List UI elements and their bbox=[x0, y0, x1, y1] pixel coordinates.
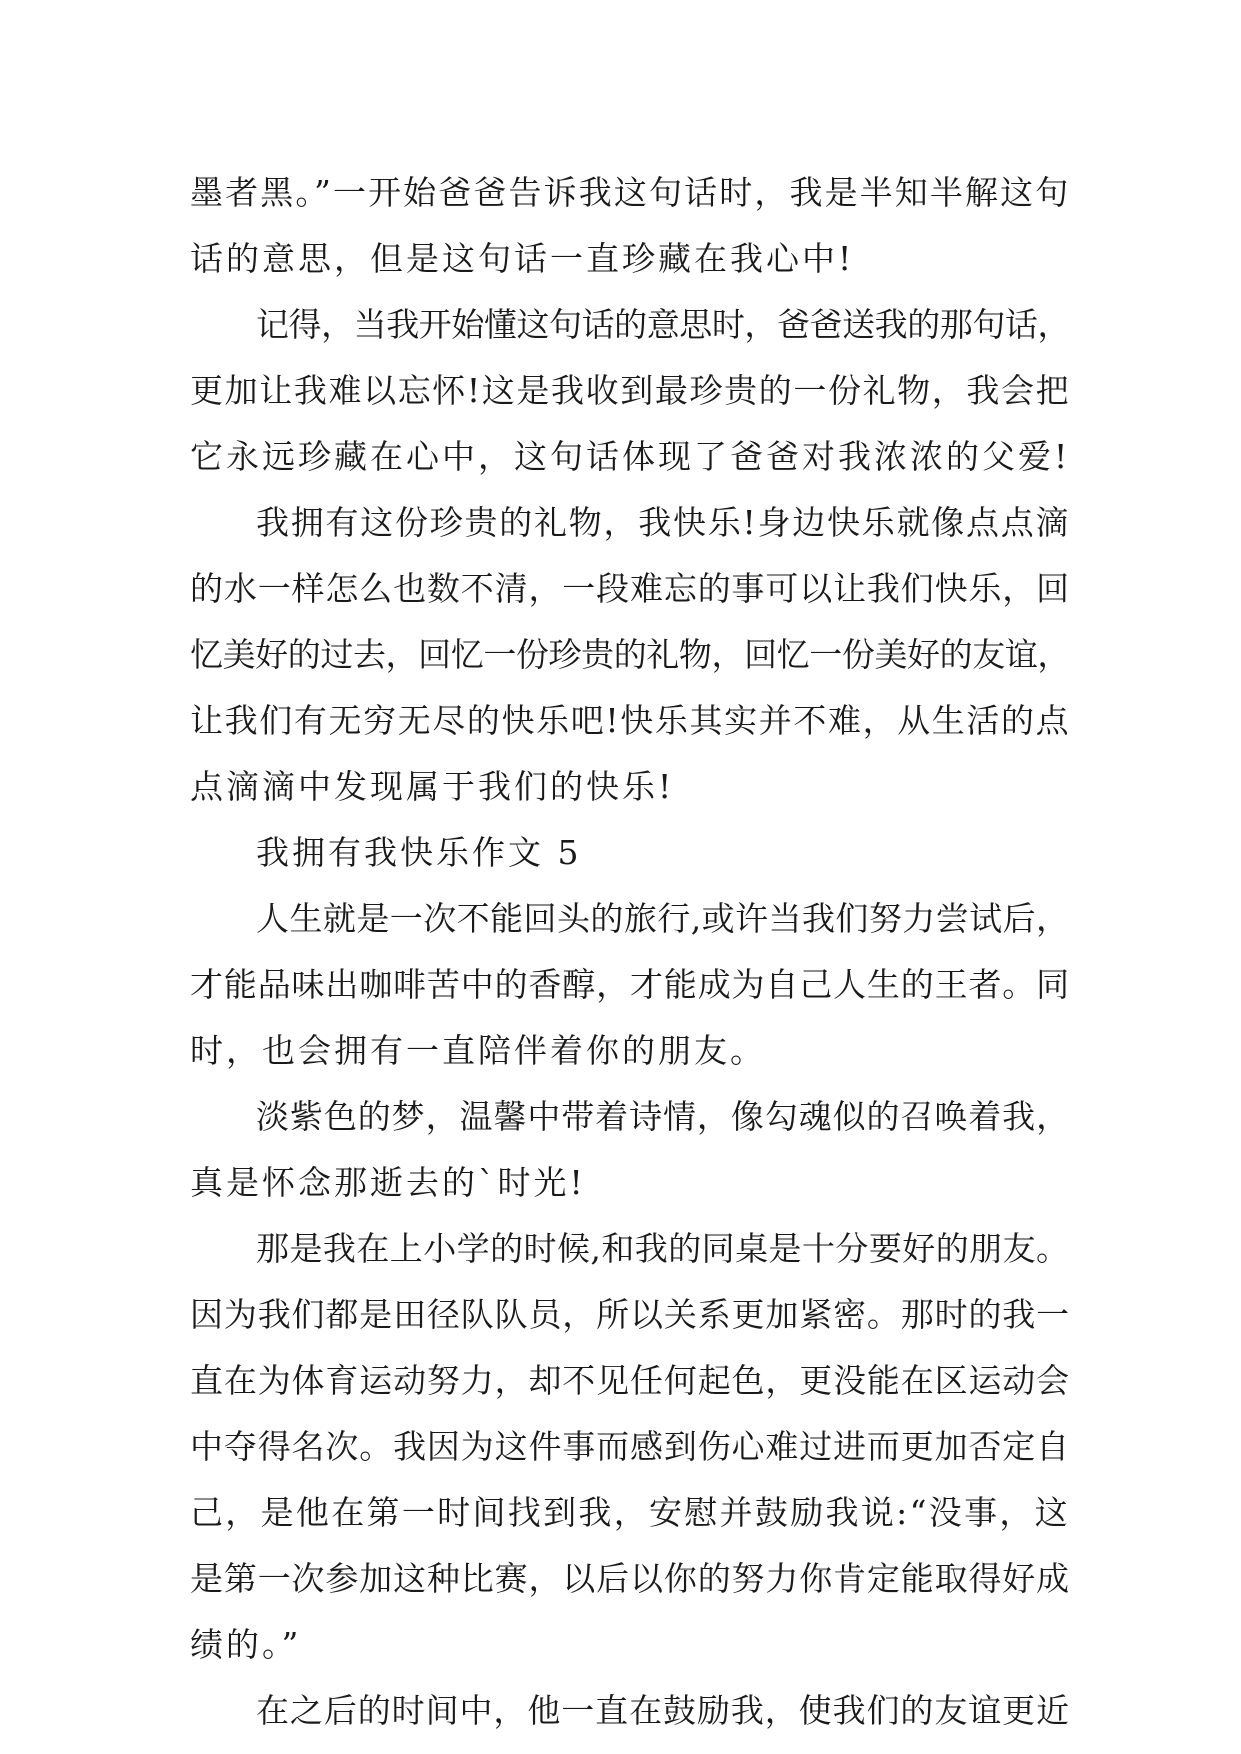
text-line: 时，也会拥有一直陪伴着你的朋友。 bbox=[190, 1031, 766, 1070]
paragraph-start-line: 那是我在上小学的时候,和我的同桌是十分要好的朋友。 bbox=[256, 1229, 1070, 1268]
paragraph-start-line: 我拥有这份珍贵的礼物，我快乐!身边快乐就像点点滴 bbox=[256, 503, 1071, 542]
text-line: 话的意思，但是这句话一直珍藏在我心中! bbox=[190, 239, 855, 278]
text-line: 己，是他在第一时间找到我，安慰并鼓励我说:“没事，这 bbox=[190, 1493, 1070, 1532]
text-line: 才能品味出咖啡苦中的香醇，才能成为自己人生的王者。同 bbox=[190, 965, 1070, 1004]
text-line: 的水一样怎么也数不清，一段难忘的事可以让我们快乐，回 bbox=[190, 569, 1070, 608]
text-line: 中夺得名次。我因为这件事而感到伤心难过进而更加否定自 bbox=[190, 1427, 1070, 1466]
text-line: 直在为体育运动努力，却不见任何起色，更没能在区运动会 bbox=[190, 1361, 1070, 1400]
paragraph-start-line: 在之后的时间中，他一直在鼓励我，使我们的友谊更近 bbox=[256, 1691, 1070, 1730]
paragraph-start-line: 记得，当我开始懂这句话的意思时，爸爸送我的那句话， bbox=[256, 305, 1071, 344]
text-line: 让我们有无穷无尽的快乐吧!快乐其实并不难，从生活的点 bbox=[190, 701, 1071, 740]
paragraph-start-line: 我拥有我快乐作文 5 bbox=[256, 833, 582, 872]
text-line: 更加让我难以忘怀!这是我收到最珍贵的一份礼物，我会把 bbox=[190, 371, 1071, 410]
text-line: 忆美好的过去，回忆一份珍贵的礼物，回忆一份美好的友谊， bbox=[190, 635, 1071, 674]
text-line: 因为我们都是田径队队员，所以关系更加紧密。那时的我一 bbox=[190, 1295, 1070, 1334]
text-line: 是第一次参加这种比赛，以后以你的努力你肯定能取得好成 bbox=[190, 1559, 1070, 1598]
text-line: 真是怀念那逝去的`时光! bbox=[190, 1163, 586, 1202]
paragraph-start-line: 淡紫色的梦，温馨中带着诗情，像勾魂似的召唤着我， bbox=[256, 1097, 1070, 1136]
text-line: 点滴滴中发现属于我们的快乐! bbox=[190, 767, 675, 806]
text-line: 它永远珍藏在心中，这句话体现了爸爸对我浓浓的父爱! bbox=[190, 437, 1071, 476]
text-line: 绩的。” bbox=[190, 1625, 302, 1664]
document-body bbox=[190, 160, 1071, 1744]
paragraph-start-line: 人生就是一次不能回头的旅行,或许当我们努力尝试后， bbox=[256, 899, 1070, 938]
text-line: 墨者黑。”一开始爸爸告诉我这句话时，我是半知半解这句 bbox=[190, 173, 1071, 212]
